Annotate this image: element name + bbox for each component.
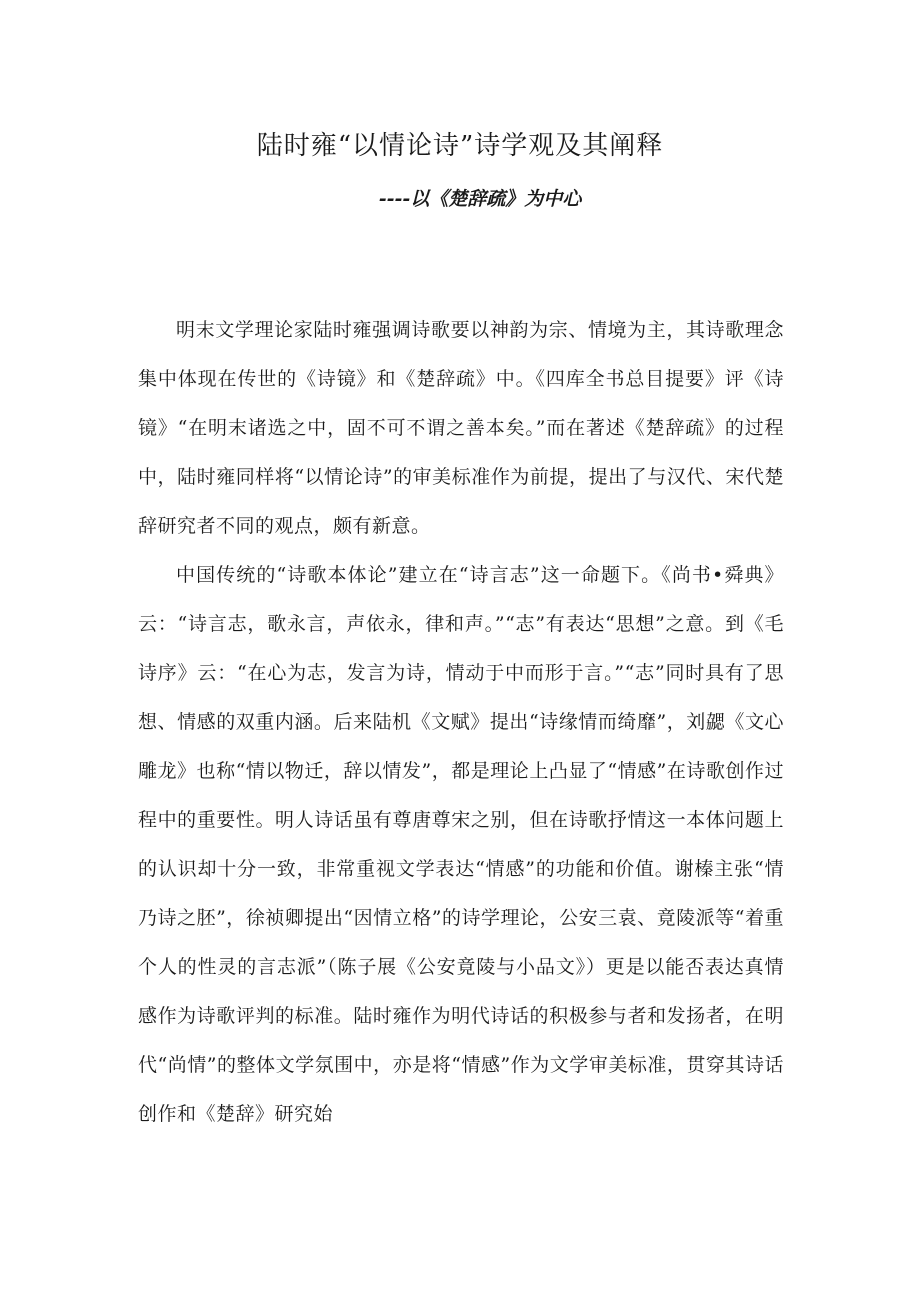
document-body bbox=[138, 306, 784, 1139]
paragraph-1: 明末文学理论家陆时雍强调诗歌要以神韵为宗、情境为主，其诗歌理念集中体现在传世的《诗镜》和《楚辞疏》中。《四库全书总目提要》评《诗镜》“在明末诸选之中，固不可不谓之善本矣。”而在著述《楚辞疏》的过程中，陆时雍同样将“以情论诗”的审美标准作为前提，提出了与汉代、宋代楚辞研究者不同的观点，颇有新意。 bbox=[138, 319, 784, 537]
document-title: 陆时雍“以情论诗”诗学观及其阐释 bbox=[256, 131, 664, 161]
paragraph-2: 中国传统的“诗歌本体论”建立在“诗言志”这一命题下。《尚书•舜典》云：“诗言志，歌永言，声依永，律和声。”“志”有表达“思想”之意。到《毛诗序》云：“在心为志，发言为诗，情动于中而形于言。”“志”同时具有了思想、情感的双重内涵。后来陆机《文赋》提出“诗缘情而绮靡”，刘勰《文心雕龙》也称“情以物迁，辞以情发”，都是理论上凸显了“情感”在诗歌创作过程中的重要性。明人诗话虽有尊唐尊宋之别，但在诗歌抒情这一本体问题上的认识却十分一致，非常重视文学表达“情感”的功能和价值。谢榛主张“情乃诗之胚”，徐祯卿提出“因情立格”的诗学理论，公安三袁、竟陵派等“着重个人的性灵的言志派”（陈子展《公安竟陵与小品文》）更是以能否表达真情感作为诗歌评判的标准。陆时雍作为明代诗话的积极参与者和发扬者，在明代“尚情”的整体文学氛围中，亦是将“情感”作为文学审美标准，贯穿其诗话创作和《楚辞》研究始 bbox=[138, 564, 784, 1125]
document-subtitle: ----以《楚辞疏》为中心 bbox=[378, 188, 582, 210]
